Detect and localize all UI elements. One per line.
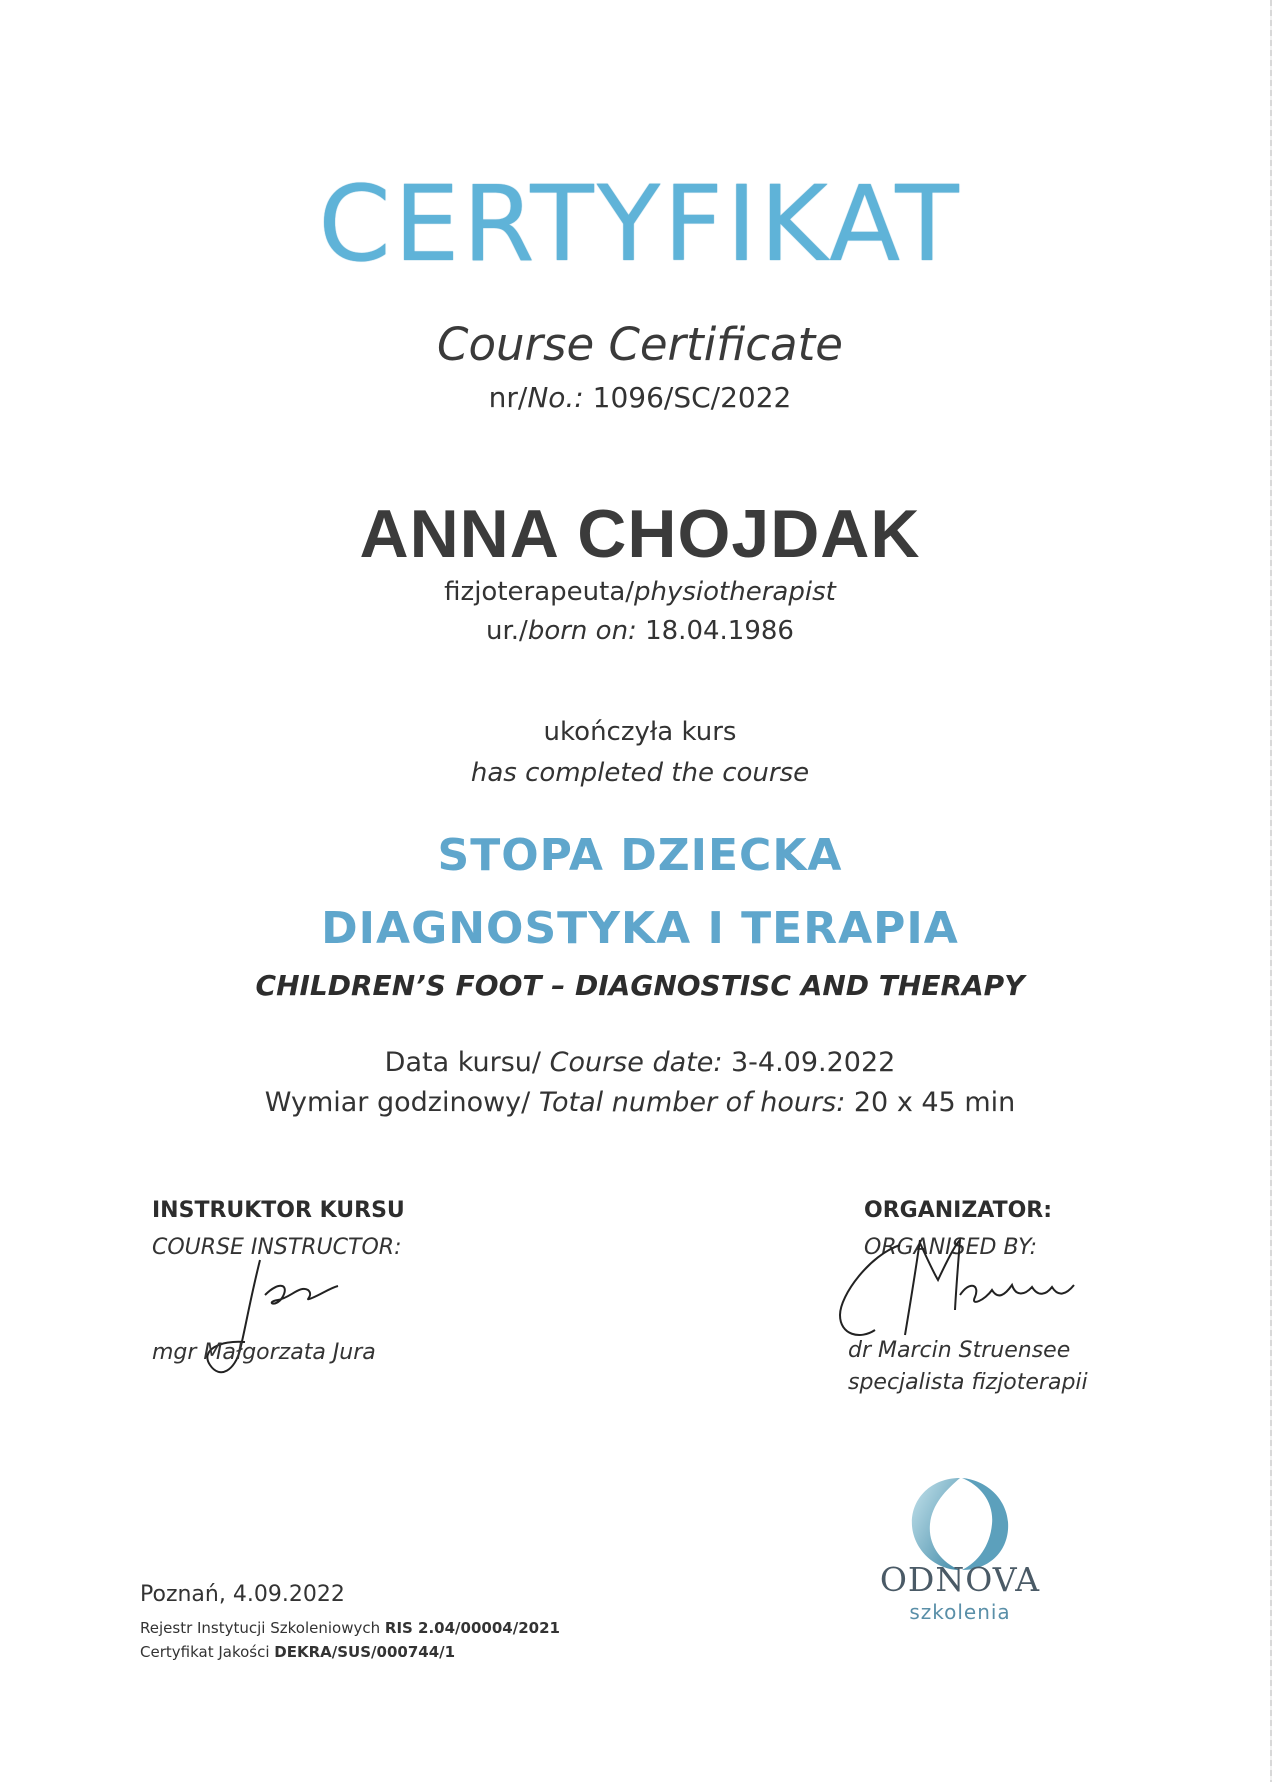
profession-en: physiotherapist xyxy=(634,577,836,607)
organizer-heading: ORGANIZATOR: xyxy=(864,1198,1053,1223)
certificate-title: CERTYFIKAT xyxy=(318,163,962,285)
organizer-title: specjalista fizjoterapii xyxy=(848,1370,1088,1395)
born-label-en: born on: xyxy=(527,616,637,646)
organizer-name: dr Marcin Struensee xyxy=(848,1338,1071,1363)
participant-profession xyxy=(0,577,1280,607)
born-value: 18.04.1986 xyxy=(636,616,794,646)
course-date-value: 3-4.09.2022 xyxy=(722,1047,896,1078)
course-date-label-en: Course date: xyxy=(549,1047,723,1078)
course-title-line1: STOPA DZIECKA xyxy=(437,830,843,881)
registry-value: RIS 2.04/00004/2021 xyxy=(384,1619,560,1637)
course-hours-value: 20 x 45 min xyxy=(845,1087,1016,1118)
registry-label: Rejestr Instytucji Szkoleniowych xyxy=(140,1619,385,1637)
quality-value: DEKRA/SUS/000744/1 xyxy=(274,1643,456,1661)
logo-name: ODNOVA xyxy=(879,1560,1041,1599)
course-date xyxy=(0,1047,1280,1078)
registry-line xyxy=(140,1619,560,1637)
logo-subtitle: szkolenia xyxy=(909,1600,1011,1624)
instructor-heading: INSTRUKTOR KURSU xyxy=(152,1198,405,1223)
course-hours xyxy=(0,1087,1280,1118)
instructor-subheading: COURSE INSTRUCTOR: xyxy=(152,1235,402,1260)
course-title-en: CHILDREN’S FOOT – DIAGNOSTISC AND THERAPY xyxy=(255,969,1025,1002)
participant-name: ANNA CHOJDAK xyxy=(359,496,921,572)
instructor-name: mgr Małgorzata Jura xyxy=(152,1340,376,1365)
instructor-signature xyxy=(190,1240,380,1390)
born-label-pl: ur./ xyxy=(486,616,528,646)
completion-text-pl: ukończyła kurs xyxy=(543,717,737,747)
quality-label: Certyfikat Jakości xyxy=(140,1643,275,1661)
certificate-number-label-pl: nr/ xyxy=(488,381,528,414)
certificate-number-label-en: No.: xyxy=(527,381,584,414)
profession-pl: fizjoterapeuta/ xyxy=(444,577,635,607)
certificate-number xyxy=(0,381,1280,414)
course-hours-label-pl: Wymiar godzinowy/ xyxy=(264,1087,539,1118)
participant-birthdate xyxy=(0,616,1280,646)
certificate-subtitle: Course Certificate xyxy=(437,318,843,371)
place-and-date: Poznań, 4.09.2022 xyxy=(140,1582,345,1607)
course-hours-label-en: Total number of hours: xyxy=(538,1087,846,1118)
course-title-line2: DIAGNOSTYKA I TERAPIA xyxy=(321,903,959,954)
completion-text-en: has completed the course xyxy=(470,758,810,788)
organizer-signature xyxy=(820,1235,1100,1355)
quality-line xyxy=(140,1643,455,1661)
certificate-number-value: 1096/SC/2022 xyxy=(583,381,792,414)
course-date-label-pl: Data kursu/ xyxy=(384,1047,550,1078)
organizer-subheading: ORGANISED BY: xyxy=(864,1235,1038,1260)
